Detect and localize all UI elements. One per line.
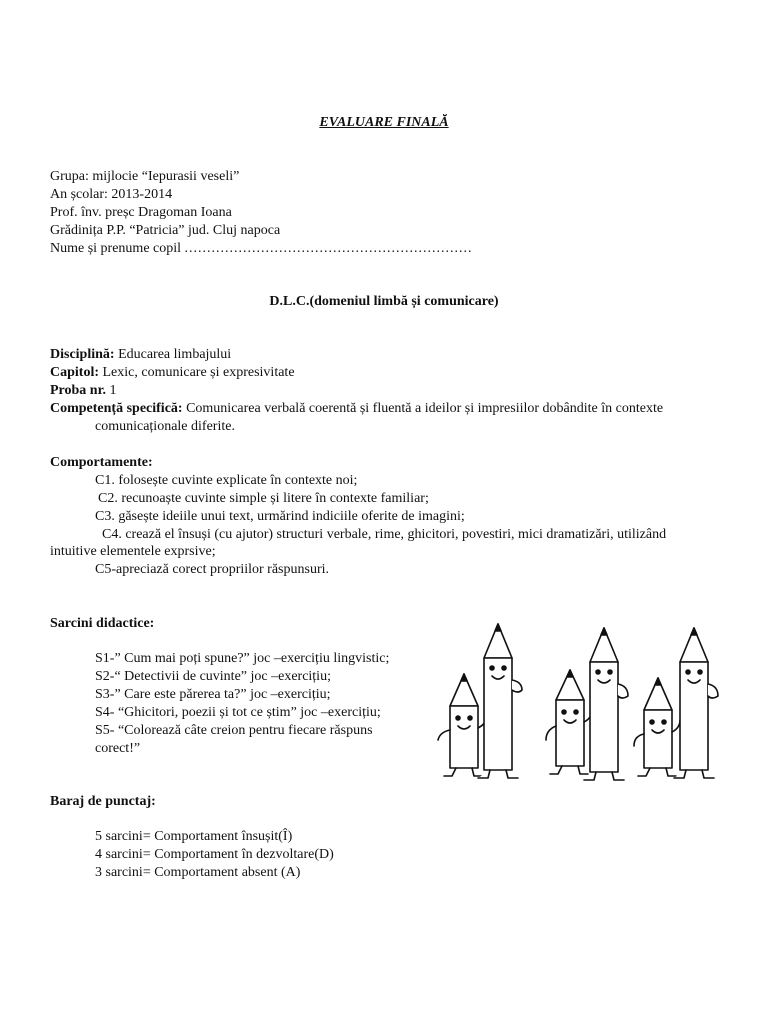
discipline-line [50,346,231,364]
domain-heading: D.L.C.(domeniul limbă și comunicare) [269,294,499,309]
kindergarten-line: Grădinița P.P. “Patricia” jud. Cluj napoca [50,223,281,238]
school-year-line: An școlar: 2013-2014 [50,187,173,202]
competence-value: Comunicarea verbală coerentă și fluentă a ideilor și impresiilor dobândite în contexte [182,401,664,416]
page-title: EVALUARE FINALĂ [319,115,449,130]
behavior-c3: C3. găsește ideiile unui text, urmărind indiciile oferite de imagini; [95,509,465,524]
pencil-tall-1-icon [478,624,522,778]
child-name-label: Nume și prenume copil [50,241,182,256]
discipline-value: Educarea limbajului [114,347,232,362]
behaviors-heading: Comportamente: [50,455,153,470]
task-s4: S4- “Ghicitori, poezii și tot ce știm” joc –exercițiu; [95,705,381,720]
task-s5-cont: corect!” [95,741,141,756]
group-line: Grupa: mijlocie “Iepurasii veseli” [50,169,240,184]
child-name-line [50,240,473,258]
chapter-value: Lexic, comunicare și expresivitate [99,365,295,380]
pencil-tall-3-icon [674,628,718,778]
task-s1: S1-” Cum mai poți spune?” joc –exercițiu lingvistic; [95,651,390,666]
chapter-line [50,364,295,382]
behavior-c4-cont: intuitive elementele exprsive; [50,544,216,559]
tasks-heading: Sarcini didactice: [50,616,155,631]
behavior-c4: C4. crează el însuși (cu ajutor) structuri verbale, rime, ghicitori, povestiri, mici dramatizări, utilizând [102,527,667,542]
pencil-small-3-icon [634,678,680,776]
task-s5: S5- “Colorează câte creion pentru fiecare răspuns [95,723,373,738]
scoring-row-2: 4 sarcini= Comportament în dezvoltare(D) [95,847,334,862]
task-s2: S2-“ Detectivii de cuvinte” joc –exercițiu; [95,669,331,684]
scoring-row-3: 3 sarcini= Comportament absent (A) [95,865,301,880]
task-s3: S3-” Care este părerea ta?” joc –exercițiu; [95,687,331,702]
test-value: 1 [106,383,117,398]
competence-line [50,400,663,418]
scoring-heading: Baraj de punctaj: [50,794,156,809]
test-line [50,382,117,400]
test-label: Proba nr. [50,383,107,398]
scoring-row-1: 5 sarcini= Comportament însușit(Î) [95,829,293,844]
child-name-blank: ................................................................ [184,241,473,256]
chapter-label: Capitol: [50,365,99,380]
pencil-characters-illustration [432,618,732,788]
competence-label: Competență specifică: [50,401,183,416]
behavior-c2: C2. recunoaște cuvinte simple și litere în contexte familiar; [98,491,429,506]
pencil-tall-2-icon [584,628,628,780]
pencil-small-2-icon [546,670,592,774]
behavior-c1: C1. folosește cuvinte explicate în contexte noi; [95,473,358,488]
pencil-small-1-icon [438,674,488,776]
discipline-label: Disciplină: [50,347,115,362]
behavior-c5: C5-apreciază corect propriilor răspunsuri. [95,562,330,577]
competence-line-2: comunicaționale diferite. [95,419,235,434]
teacher-line: Prof. înv. preșc Dragoman Ioana [50,205,232,220]
